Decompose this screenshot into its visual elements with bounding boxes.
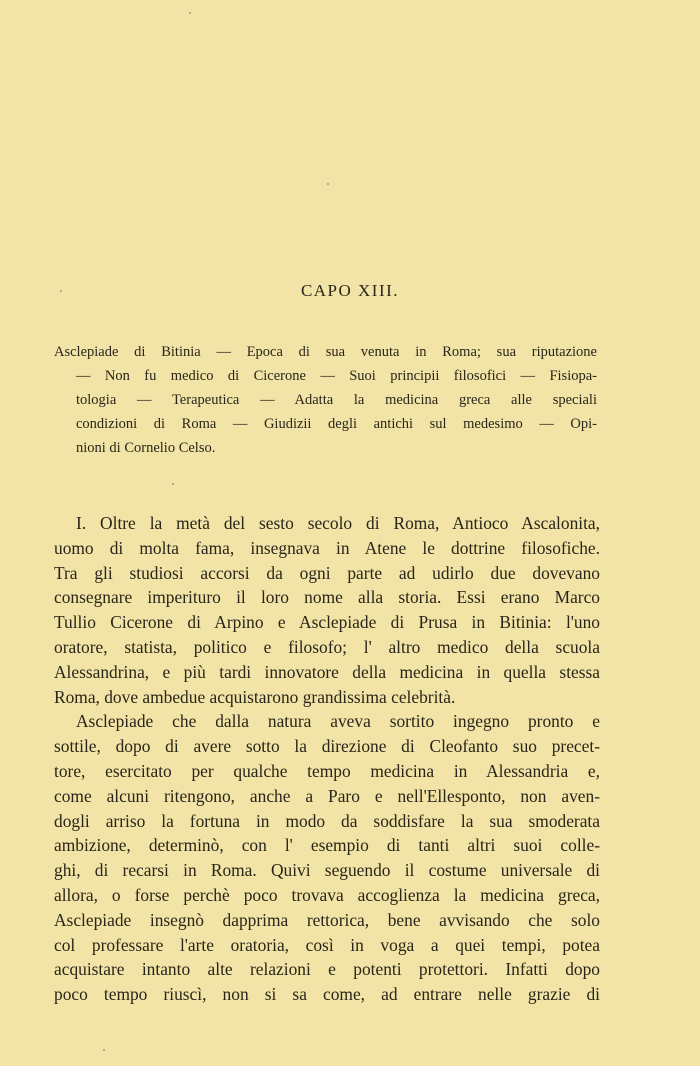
text-line: ambizione, determinò, con l' esempio di tanti altri suoi colle- [54,835,600,856]
text-line: col professare l'arte oratoria, così in voga a quei tempi, potea [54,934,600,955]
text-line: tore, esercitato per qualche tempo medicina in Alessandria e, [54,760,600,781]
summary-line: Asclepiade di Bitinia — Epoca di sua venuta in Roma; sua riputazione [54,344,597,360]
chapter-title: CAPO XIII. [300,281,400,300]
text-line: dogli arriso la fortuna in modo da soddisfare la sua smoderata [54,810,600,831]
text-line: Tra gli studiosi accorsi da ogni parte ad udirlo due dovevano [54,562,600,583]
text-line: Asclepiade insegnò dapprima rettorica, bene avvisando che solo [54,909,600,930]
text-line: sottile, dopo di avere sotto la direzione di Cleofanto suo precet- [54,736,600,757]
text-line: Tullio Cicerone di Arpino e Asclepiade di Prusa in Bitinia: l'uno [54,612,600,633]
summary-line: condizioni di Roma — Giudizii degli antichi sul medesimo — Opi- [76,416,597,432]
text-line: consegnare imperituro il loro nome alla storia. Essi erano Marco [54,587,600,608]
text-line: Roma, dove ambedue acquistarono grandissima celebrità. [54,686,456,707]
text-line: uomo di molta fama, insegnava in Atene le dottrine filosofiche. [54,537,600,558]
body-text [54,511,600,1007]
text-line: allora, o forse perchè poco trovava accoglienza la medicina greca, [54,884,600,905]
text-line: Alessandrina, e più tardi innovatore della medicina in quella stessa [54,661,600,682]
chapter-summary [54,340,597,460]
text-line: I. Oltre la metà del sesto secolo di Roma, Antioco Ascalonita, [76,513,600,533]
text-line: ghi, di recarsi in Roma. Quivi seguendo il costume universale di [54,860,600,881]
paper-speck [327,183,329,185]
paper-speck [189,12,191,14]
summary-line: — Non fu medico di Cicerone — Suoi principii filosofici — Fisiopa- [76,368,597,384]
text-line: Asclepiade che dalla natura aveva sortito ingegno pronto e [76,711,600,732]
paper-speck [103,1049,105,1051]
summary-line: tologia — Terapeutica — Adatta la medicina greca alle speciali [76,392,597,408]
text-line: come alcuni ritengono, anche a Paro e nell'Ellesponto, non aven- [54,785,600,806]
summary-line: nioni di Cornelio Celso. [76,440,216,456]
text-line: oratore, statista, politico e filosofo; l' altro medico della scuola [54,636,600,657]
text-line: poco tempo riuscì, non si sa come, ad entrare nelle grazie di [54,984,600,1005]
text-line: acquistare intanto alte relazioni e potenti protettori. Infatti dopo [54,959,600,980]
paper-speck [172,483,174,485]
